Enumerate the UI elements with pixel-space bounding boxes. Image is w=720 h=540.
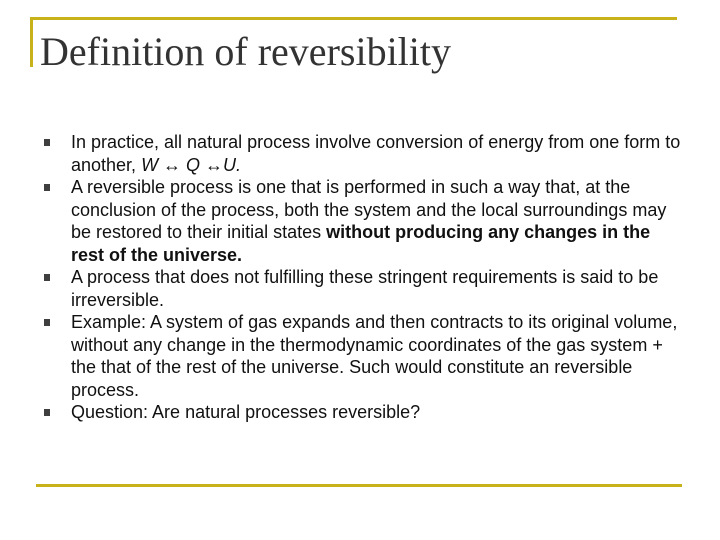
slide-title: Definition of reversibility xyxy=(40,29,452,74)
bottom-rule xyxy=(36,484,682,487)
bullet-text: A process that does not fulfilling these stringent requirements is said to be irreversible. xyxy=(71,267,659,310)
bullet-item xyxy=(44,266,684,311)
bullet-text: In practice, all natural process involve conversion of energy from one form to another, xyxy=(71,132,681,175)
frame-left-rule xyxy=(30,17,33,67)
square-bullet-icon xyxy=(44,274,50,281)
bullet-item xyxy=(44,311,684,401)
bullet-item xyxy=(44,401,684,424)
bullet-text: A reversible process is one that is performed in such a way that, at the conclusion of the process, both the system and the local surroundings may be restored to their initial states xyxy=(71,177,667,242)
bullet-item xyxy=(44,131,684,176)
square-bullet-icon xyxy=(44,409,50,416)
bullet-item xyxy=(44,176,684,266)
bullet-bold-text: without producing any changes in the rest of the universe. xyxy=(71,222,651,265)
square-bullet-icon xyxy=(44,184,50,191)
frame-top-rule xyxy=(30,17,677,20)
square-bullet-icon xyxy=(44,319,50,326)
energy-conversion-text: W ↔ Q ↔U. xyxy=(141,154,242,175)
bullet-text: Example: A system of gas expands and then contracts to its original volume, without any change in the thermodynamic coordinates of the gas system + the that of the rest of the universe. Such would constitute an reversible process. xyxy=(71,312,678,400)
bullet-list xyxy=(44,131,684,424)
square-bullet-icon xyxy=(44,139,50,146)
bullet-text: Question: Are natural processes reversible? xyxy=(71,402,421,422)
